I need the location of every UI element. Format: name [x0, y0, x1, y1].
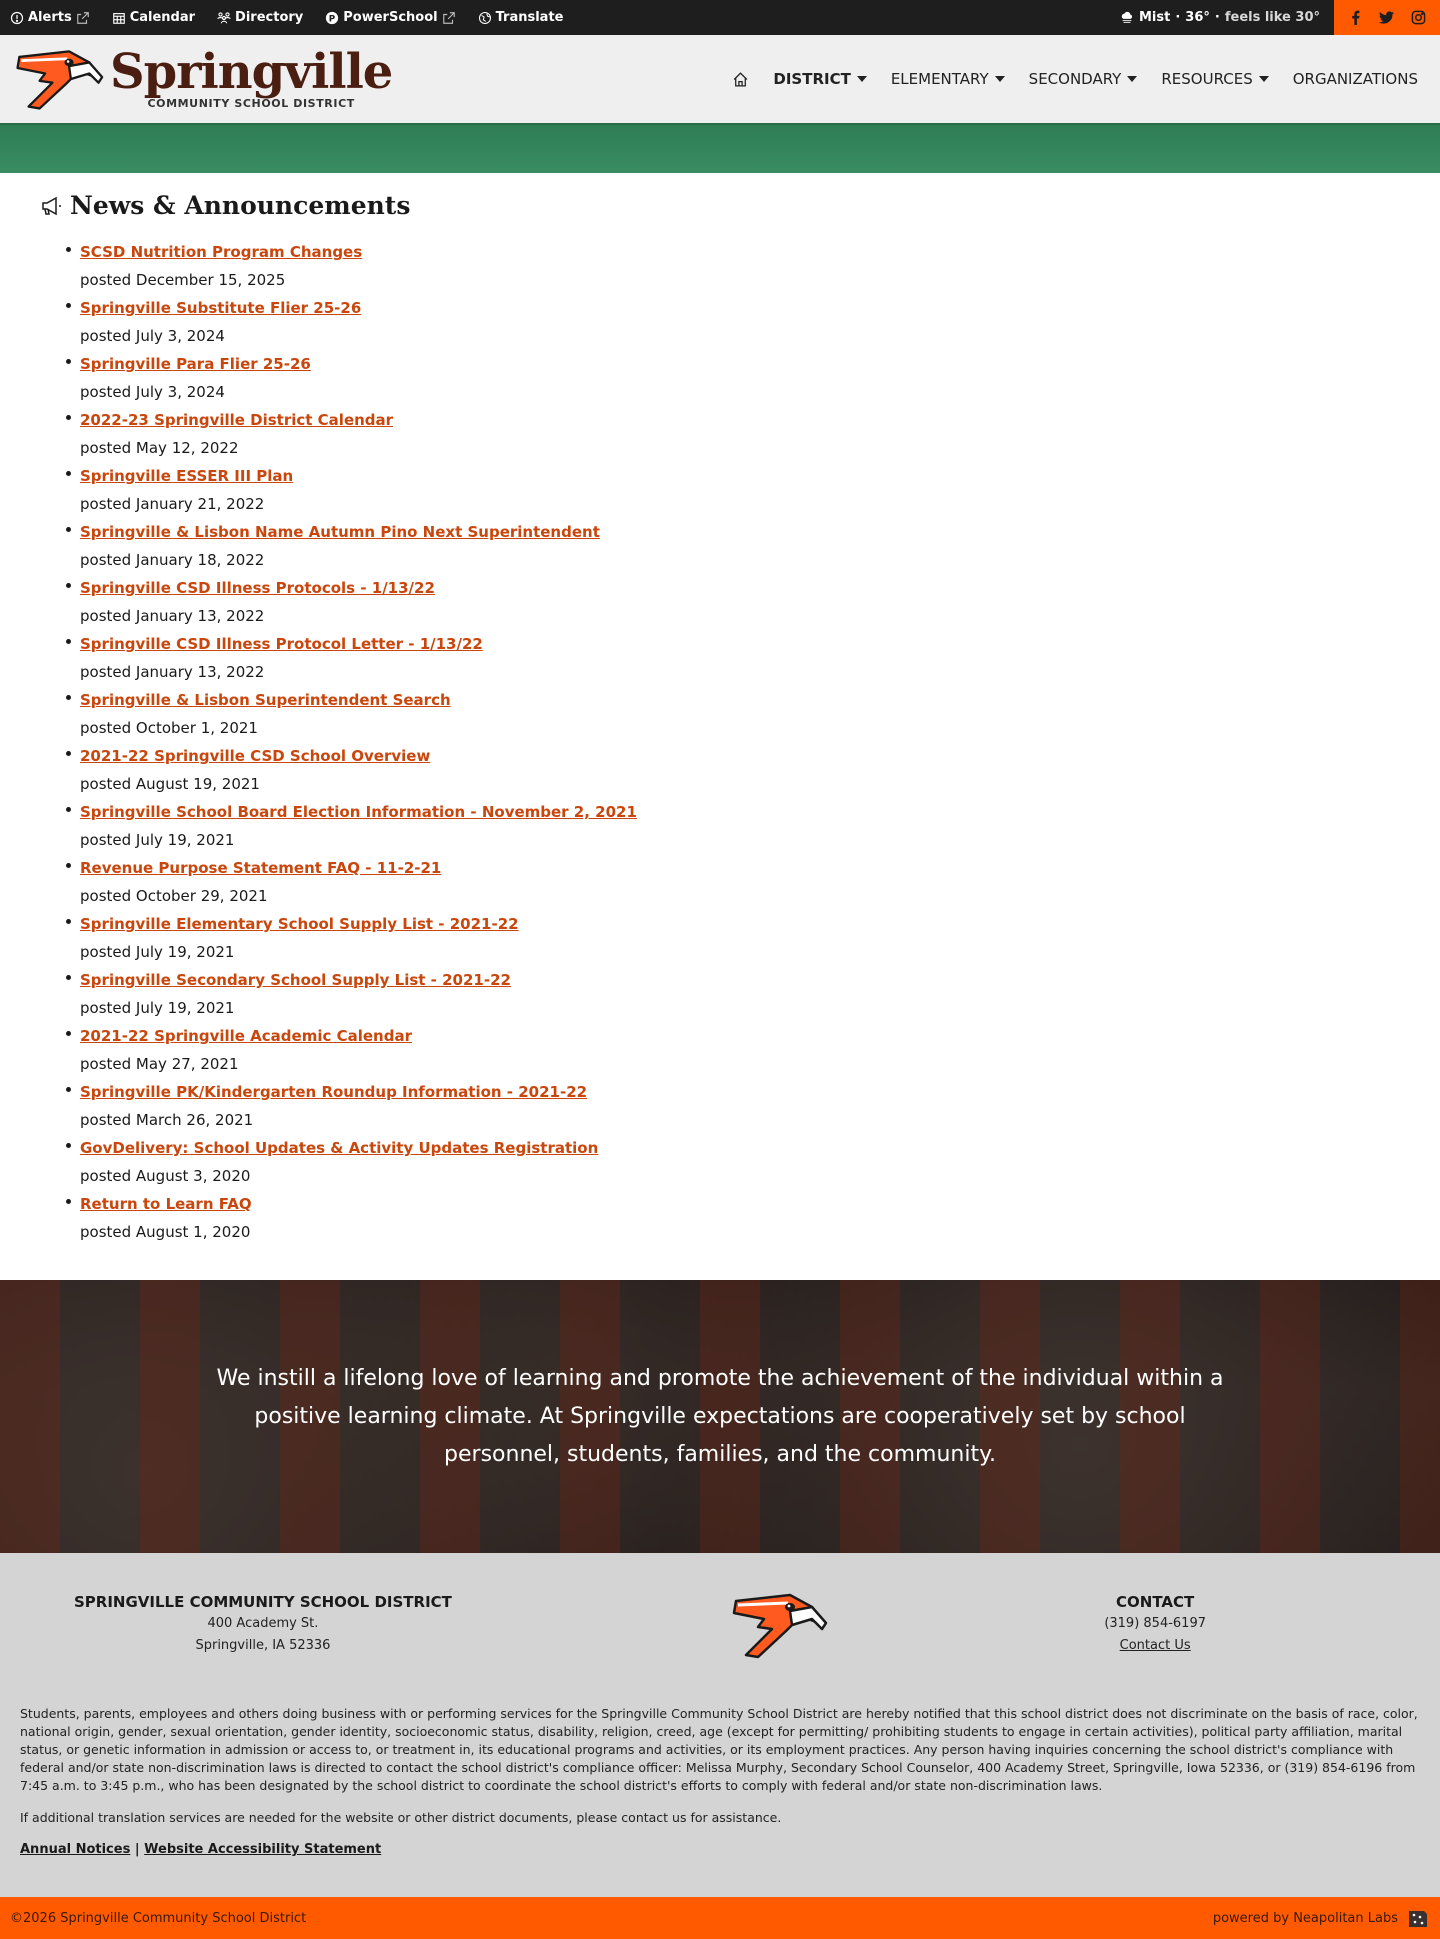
legal-notices: [20, 1705, 1420, 1859]
news-item-date: posted July 3, 2024: [80, 327, 225, 345]
news-item-link[interactable]: Springville Para Flier 25-26: [80, 355, 311, 373]
nav-district[interactable]: [773, 70, 866, 88]
directory-link[interactable]: [217, 10, 303, 25]
powered-by-text: powered by Neapolitan Labs: [1212, 1910, 1398, 1926]
news-item-link[interactable]: Springville Secondary School Supply List - 2021-22: [80, 971, 511, 989]
legal-links: [20, 1841, 1420, 1859]
nav-district-label: DISTRICT: [773, 70, 851, 88]
weather-temp: 36°: [1185, 10, 1210, 25]
news-list: [40, 238, 1400, 1246]
news-item-link[interactable]: Springville Substitute Flier 25-26: [80, 299, 362, 317]
footer-address-line1: 400 Academy St.: [207, 1616, 319, 1631]
news-item-link[interactable]: SCSD Nutrition Program Changes: [80, 243, 363, 261]
weather-widget: [1120, 10, 1334, 25]
instagram-link[interactable]: [1411, 10, 1426, 25]
footer-contact-heading: CONTACT: [1116, 1593, 1195, 1611]
utility-links: [0, 10, 564, 25]
site-footer: [0, 1553, 1440, 1897]
news-item: [80, 742, 1400, 798]
footer-address-line2: Springville, IA 52336: [195, 1638, 331, 1653]
powered-by-link[interactable]: [1213, 1906, 1430, 1930]
news-item-link[interactable]: GovDelivery: School Updates & Activity Updates Registration: [80, 1139, 599, 1157]
footer-district-name: SPRINGVILLE COMMUNITY SCHOOL DISTRICT: [74, 1593, 452, 1611]
hawk-mascot-icon: [12, 45, 104, 113]
cloud-mist-icon: [1120, 11, 1134, 25]
news-item-link[interactable]: Springville CSD Illness Protocols - 1/13/22: [80, 579, 435, 597]
news-item-date: posted July 3, 2024: [80, 383, 225, 401]
news-item: [80, 294, 1400, 350]
footer-contact: [1104, 1591, 1366, 1657]
nav-secondary[interactable]: [1029, 70, 1138, 88]
svg-text:P: P: [329, 14, 336, 24]
social-links: [1334, 0, 1440, 35]
home-icon: [732, 71, 749, 88]
weather-condition: Mist: [1138, 10, 1171, 25]
news-item-date: posted March 26, 2021: [80, 1111, 254, 1129]
calendar-label: Calendar: [129, 10, 196, 25]
twitter-icon: [1379, 10, 1394, 25]
hawk-mascot-icon: [728, 1589, 828, 1661]
news-item: [80, 798, 1400, 854]
weather-separator: ·: [1175, 10, 1181, 25]
news-item: [80, 910, 1400, 966]
news-item: [80, 966, 1400, 1022]
copyright-bar: [0, 1897, 1440, 1939]
main-content: [0, 173, 1440, 1266]
alerts-label: Alerts: [28, 10, 72, 25]
news-item-link[interactable]: Revenue Purpose Statement FAQ - 11-2-21: [80, 859, 442, 877]
news-item: [80, 1022, 1400, 1078]
calendar-link[interactable]: [112, 10, 195, 25]
news-item: [80, 350, 1400, 406]
news-item-link[interactable]: Springville PK/Kindergarten Roundup Information - 2021-22: [80, 1083, 588, 1101]
contact-us-link[interactable]: Contact Us: [1119, 1638, 1191, 1653]
news-item-link[interactable]: 2021-22 Springville Academic Calendar: [80, 1027, 412, 1045]
copyright-text: ©2026 Springville Community School District: [10, 1910, 307, 1926]
news-item-date: posted December 15, 2025: [80, 271, 286, 289]
news-item-date: posted October 29, 2021: [80, 887, 268, 905]
annual-notices-link[interactable]: Annual Notices: [20, 1842, 131, 1857]
link-separator: |: [134, 1842, 140, 1857]
facebook-link[interactable]: [1348, 10, 1363, 25]
news-item-date: posted August 19, 2021: [80, 775, 260, 793]
news-item-link[interactable]: 2021-22 Springville CSD School Overview: [80, 747, 431, 765]
weather-feels-like: feels like 30°: [1224, 10, 1320, 25]
news-item: [80, 630, 1400, 686]
neapolitan-labs-icon: [1406, 1906, 1430, 1930]
news-item-link[interactable]: Springville & Lisbon Superintendent Search: [80, 691, 451, 709]
news-item-date: posted January 13, 2022: [80, 663, 265, 681]
external-link-icon: [442, 11, 456, 25]
caret-down-icon: [995, 76, 1005, 82]
nav-resources-label: RESOURCES: [1161, 70, 1253, 88]
nav-organizations-label: ORGANIZATIONS: [1292, 70, 1418, 88]
news-item: [80, 1078, 1400, 1134]
directory-label: Directory: [235, 10, 304, 25]
globe-icon: [478, 11, 492, 25]
news-item-link[interactable]: Springville CSD Illness Protocol Letter - 1/13/22: [80, 635, 483, 653]
translate-link[interactable]: [478, 10, 564, 25]
news-item-link[interactable]: Return to Learn FAQ: [80, 1195, 252, 1213]
megaphone-icon: [40, 194, 64, 218]
nav-resources[interactable]: [1161, 70, 1268, 88]
caret-down-icon: [1259, 76, 1269, 82]
news-item: [80, 854, 1400, 910]
brand-name: Springville: [110, 43, 393, 100]
brand-wordmark: [110, 43, 393, 110]
news-item-date: posted January 21, 2022: [80, 495, 265, 513]
news-item-date: posted July 19, 2021: [80, 943, 235, 961]
news-item-date: posted July 19, 2021: [80, 999, 235, 1017]
nav-elementary-label: ELEMENTARY: [890, 70, 989, 88]
news-item: [80, 1134, 1400, 1190]
news-item-date: posted August 3, 2020: [80, 1167, 251, 1185]
caret-down-icon: [1127, 76, 1137, 82]
accessibility-statement-link[interactable]: Website Accessibility Statement: [144, 1842, 382, 1857]
news-item-date: posted January 18, 2022: [80, 551, 265, 569]
powerschool-icon: [325, 11, 339, 25]
news-item-link[interactable]: Springville ESSER III Plan: [80, 467, 294, 485]
news-item-link[interactable]: Springville School Board Election Information - November 2, 2021: [80, 803, 637, 821]
footer-phone: (319) 854-6197: [1104, 1616, 1206, 1631]
nav-home[interactable]: [732, 71, 749, 88]
news-item: [80, 518, 1400, 574]
caret-down-icon: [857, 76, 867, 82]
page-title: [40, 191, 1400, 220]
news-item-date: posted August 1, 2020: [80, 1223, 251, 1241]
page-banner: [0, 123, 1440, 173]
news-item-date: posted May 12, 2022: [80, 439, 239, 457]
powerschool-label: PowerSchool: [343, 10, 438, 25]
external-link-icon: [76, 11, 90, 25]
nav-elementary[interactable]: [891, 70, 1005, 88]
nondiscrimination-statement: Students, parents, employees and others doing business with or performing services for the Springville Community School District are hereby notified that this school district does not discriminate on the basis of race, color, national origin, gender, sexual orientation, gender identity, socioeconomic status, disability, religion, creed, age (except for permitting/ prohibiting students to engage in certain activities), political party affiliation, marital status, or genetic information in admission or access to, or treatment in, its educational programs and activities, or its employment practices. Any person having inquiries concerning the school district's compliance with federal and/or state non-discrimination laws is directed to contact the school district's compliance officer: Melissa Murphy, Secondary School Counselor, 400 Academy Street, Springville, Iowa 52336, or (319) 854-6196 from 7:45 a.m. to 3:45 p.m., who has been designated by the school district to coordinate the school district's efforts to comply with federal and/or state non-discrimination laws.: [20, 1706, 1418, 1793]
news-item-date: posted July 19, 2021: [80, 831, 235, 849]
page-title-text: News & Announcements: [70, 191, 411, 220]
utility-right: [1120, 0, 1440, 35]
twitter-link[interactable]: [1379, 10, 1394, 25]
news-item: [80, 1190, 1400, 1246]
brand-subtitle: COMMUNITY SCHOOL DISTRICT: [147, 96, 355, 110]
instagram-icon: [1411, 10, 1426, 25]
footer-address: [74, 1591, 452, 1657]
footer-columns: [20, 1591, 1420, 1661]
facebook-icon: [1348, 10, 1363, 25]
news-item: [80, 574, 1400, 630]
alerts-link[interactable]: [10, 10, 90, 25]
news-item: [80, 406, 1400, 462]
news-item: [80, 462, 1400, 518]
alert-circle-icon: [10, 11, 24, 25]
site-logo-link[interactable]: [12, 45, 392, 113]
news-item-date: posted October 1, 2021: [80, 719, 258, 737]
news-item-link[interactable]: Springville Elementary School Supply List - 2021-22: [80, 915, 519, 933]
nav-secondary-label: SECONDARY: [1028, 70, 1122, 88]
news-item: [80, 238, 1400, 294]
people-icon: [217, 11, 231, 25]
translation-notice: If additional translation services are needed for the website or other district documents, please contact us for assistance.: [20, 1810, 782, 1825]
mission-banner: [0, 1280, 1440, 1553]
news-item-link[interactable]: 2022-23 Springville District Calendar: [80, 411, 394, 429]
utility-bar: [0, 0, 1440, 35]
site-header: [0, 35, 1440, 123]
news-item: [80, 686, 1400, 742]
nav-organizations[interactable]: [1293, 70, 1418, 88]
news-item-link[interactable]: Springville & Lisbon Name Autumn Pino Next Superintendent: [80, 523, 600, 541]
news-item-date: posted May 27, 2021: [80, 1055, 239, 1073]
main-nav: [732, 70, 1418, 88]
weather-separator: ·: [1214, 10, 1220, 25]
news-item-date: posted January 13, 2022: [80, 607, 265, 625]
mission-statement: We instill a lifelong love of learning and promote the achievement of the individual within a positive learning climate. At Springville expectations are cooperatively set by school personnel, students, families, and the community.: [216, 1366, 1224, 1467]
calendar-icon: [112, 11, 126, 25]
translate-label: Translate: [495, 10, 564, 25]
powerschool-link[interactable]: [325, 10, 455, 25]
